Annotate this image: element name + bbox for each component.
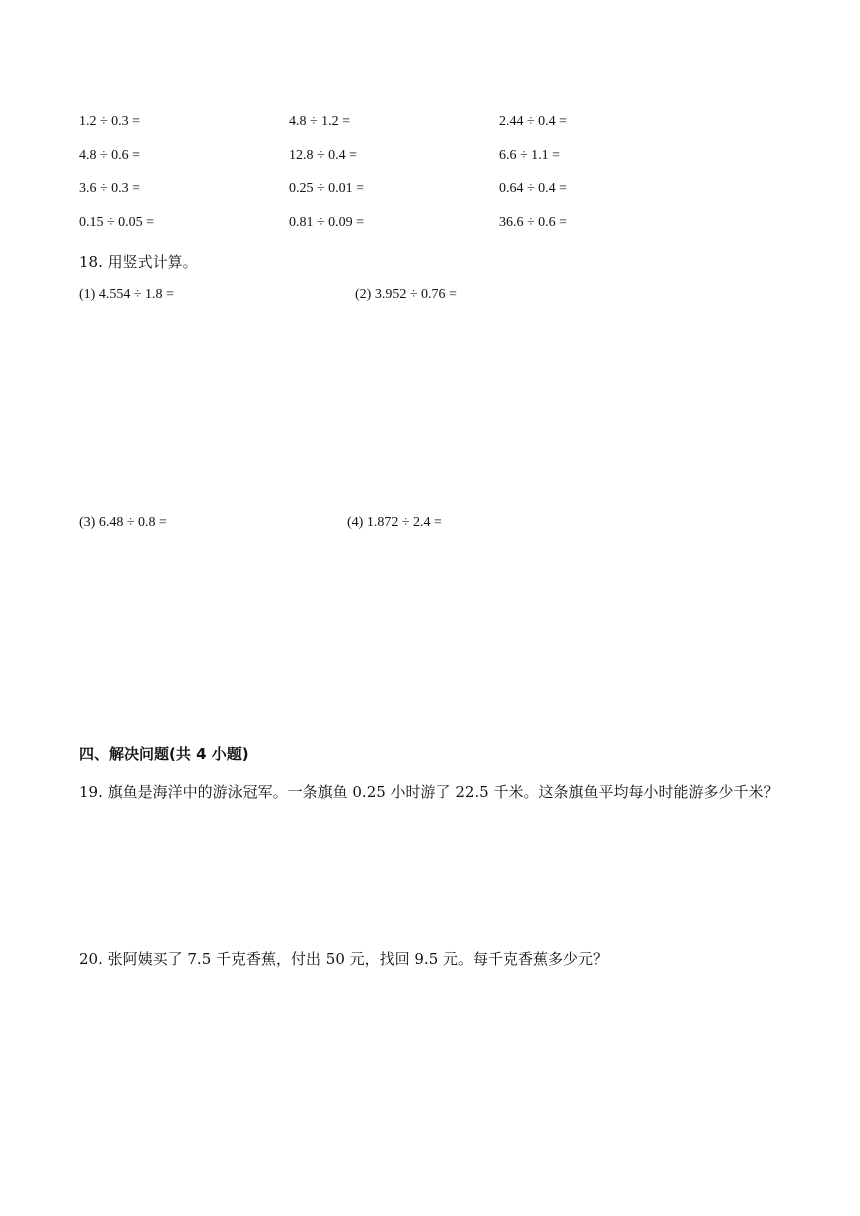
question-18-item-2 [355, 286, 457, 304]
oral-calc-item: 36.6 ÷ 0.6 = [499, 215, 568, 230]
item-number: (3) [79, 515, 96, 530]
question-18-heading: 18. 用竖式计算。 [79, 253, 198, 271]
oral-calc-item: 4.8 ÷ 0.6 = [79, 148, 141, 163]
oral-calc-item: 0.25 ÷ 0.01 = [289, 181, 365, 196]
oral-calc-item: 4.8 ÷ 1.2 = [289, 114, 351, 129]
item-number: (2) [355, 287, 372, 302]
question-18-item-1 [79, 286, 174, 304]
oral-calc-item: 0.15 ÷ 0.05 = [79, 215, 155, 230]
item-expression: 6.48 ÷ 0.8 = [98, 515, 167, 530]
oral-calc-item: 12.8 ÷ 0.4 = [289, 148, 358, 163]
section-4-title: 四、解决问题(共 4 小题) [79, 745, 249, 763]
question-19-text: 19. 旗鱼是海洋中的游泳冠军。一条旗鱼 0.25 小时游了 22.5 千米。这条旗鱼平均每小时能游多少千米？ [79, 783, 779, 801]
question-20-text: 20. 张阿姨买了 7.5 千克香蕉，付出 50 元，找回 9.5 元。每千克香蕉多少元？ [79, 950, 609, 968]
oral-calc-item: 3.6 ÷ 0.3 = [79, 181, 141, 196]
oral-calc-item: 0.81 ÷ 0.09 = [289, 215, 365, 230]
oral-calc-item: 1.2 ÷ 0.3 = [79, 114, 141, 129]
item-expression: 4.554 ÷ 1.8 = [98, 287, 174, 302]
question-18-item-3 [79, 514, 167, 532]
oral-calc-item: 6.6 ÷ 1.1 = [499, 148, 561, 163]
item-number: (1) [79, 287, 96, 302]
question-18-item-4 [347, 514, 442, 532]
item-number: (4) [347, 515, 364, 530]
item-expression: 3.952 ÷ 0.76 = [374, 287, 457, 302]
oral-calc-item: 2.44 ÷ 0.4 = [499, 114, 568, 129]
oral-calc-item: 0.64 ÷ 0.4 = [499, 181, 568, 196]
item-expression: 1.872 ÷ 2.4 = [366, 515, 442, 530]
